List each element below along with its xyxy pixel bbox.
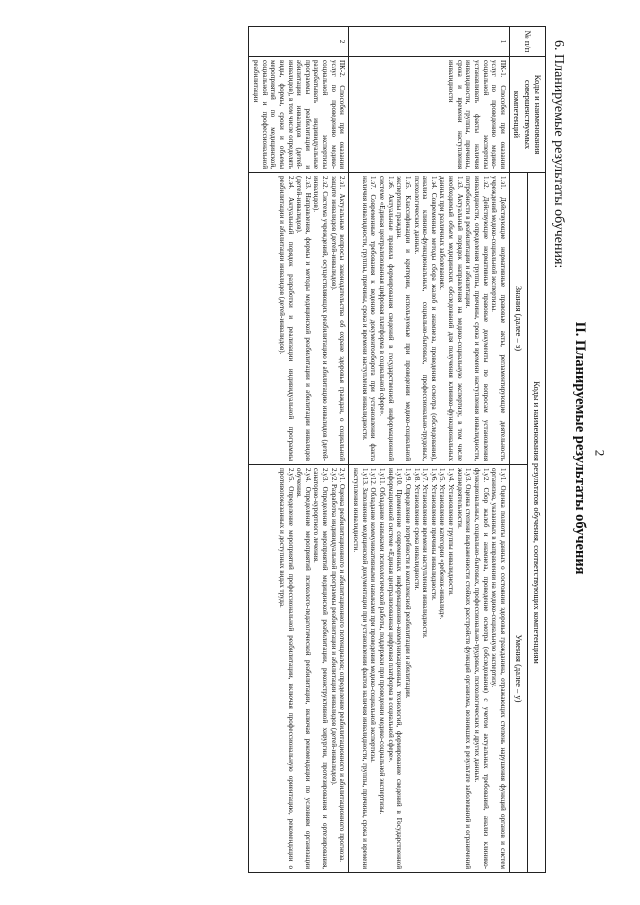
skill-item: 2.у3. Определение мероприятий медицинской реабилитации, реконструктивной хирургии, протезирования и ортезирования, санаторно-курортного лечения. (312, 468, 330, 870)
header-knowledge: Знания (далее – з) (509, 173, 527, 465)
knowledge-item: 2.з1. Актуальные вопросы законодательства об охране здоровья граждан, о социальной защите инвалидов (детей-инвалидов). (329, 176, 347, 461)
skills-cell (349, 465, 510, 873)
page-number: 2 (592, 449, 608, 457)
skill-item: 2.у5. Определение мероприятий профессиональной реабилитации, включая профессиональную ориентацию, рекомендации о противопоказанных и доступных видах труда. (277, 468, 295, 870)
knowledge-item: 2.з3. Направления, формы и методы медицинской реабилитации и абилитации инвалидов (детей-инвалидов). (295, 176, 312, 461)
skill-item: 2.у1. Оценка реабилитационного и абилитационного потенциалов; определение реабилитационного и абилитационного прогноза. (338, 468, 347, 863)
skill-item: 1.у13. Заполнение медицинской документации при установлении фактов наличия инвалидности, группы, причины, срока и времени наступления инвалидности. (352, 468, 369, 870)
knowledge-cell (349, 173, 510, 465)
knowledge-item: 1.з7. Современные требования к ведению документооборота при установлении факта наличия инвалидности, группы, причины, срока и времени наступления инвалидности. (360, 176, 378, 461)
table-row (249, 27, 349, 873)
knowledge-item: 1.з6. Актуальные правила формирования сведений в государственной информационной системе «Единая централизованная цифровая платформа в социальной сфере». (377, 176, 395, 461)
knowledge-item: 2.з4. Актуальный порядок разработки и реализации индивидуальной программы реабилитации и абилитации инвалидов (детей-инвалидов). (277, 176, 295, 461)
competence-text: ПК-1. Способен при оказании услуг по проведению медико-социальной экспертизы устанавливать факты наличия инвалидности, группы, причины, срока и времени наступления инвалидности (447, 60, 507, 169)
skill-item: 1.у5. Установление категории «ребенок-инвалид». (438, 468, 447, 620)
row-num: 2 (249, 27, 349, 57)
competence-cell (349, 57, 510, 173)
skill-item: 2.у4. Определение мероприятий психолого-педагогической реабилитации, включая рекомендации по условиям организации обучения. (295, 468, 312, 870)
header-num: № п/п (509, 27, 545, 57)
skill-item: 1.у11. Обладание навыками психологической работы, поддержки при проведении медико-социальной экспертизы. (377, 468, 386, 815)
competence-text: ПК-2. Способен при оказании услуг по проведению медико-социальной экспертизы разрабатывать индивидуальные программы реабилитации и абилитации инвалидов (детей-инвалидов), в том числе определять виды, формы, сроки и объемы мероприятий по медицинской, социальной и профессиональной реабилитации (251, 60, 347, 169)
knowledge-item: 1.з2. Действующие нормативные правовые документы по вопросам установления инвалидности, определения группы, причины, срока и времени наступления инвалидности, потребности в реабилитации и абилитации. (464, 176, 490, 461)
skill-item: 1.у2. Сбор жалоб и анамнеза, проведение осмотра (обследования) с учетом актуальных требований, анализ клинико-функциональных, социально-бытовых, профессионально-трудовых, психологических и других данных. (473, 468, 490, 870)
skill-item: 1.у10. Применение современных информационно-коммуникационных технологий, формирование сведений в Государственной информационной системе «Единая централизованная цифровая платформа в социальной сфере». (386, 468, 404, 870)
skill-item: 1.у4. Установление группы инвалидности. (447, 468, 456, 596)
rotated-document (60, 18, 590, 878)
row-num: 1 (349, 27, 510, 57)
knowledge-cell (249, 173, 349, 465)
skill-item: 1.у8. Установление срока инвалидности. (412, 468, 421, 591)
skill-item: 1.у7. Установление времени наступления инвалидности. (421, 468, 430, 639)
skill-item: 1.у1. Оценка полноты данных о состоянии здоровья гражданина, отражающих степень нарушения функций органов и систем организма, указанных в направлении на медико-социальную экспертизу. (490, 468, 507, 870)
subsection-title: 6. Планируемые результаты обучения: (551, 40, 566, 269)
header-skills: Умения (далее – у) (509, 465, 527, 873)
skill-item: 1.у3. Оценка степени выраженности стойких расстройств функций организма, возникших в результате заболеваний и ограничений жизнедеятельности. (455, 468, 473, 870)
skill-item: 1.у9. Определение потребности в комплексной реабилитации и абилитации. (403, 468, 412, 699)
skills-cell (249, 465, 349, 873)
knowledge-item: 1.з1. Действующие нормативные правовые акты, регламентирующие деятельность учреждений медико-социальной экспертизы. (490, 176, 507, 461)
header-codes: Коды и наименования совершенствуемых компетенций (509, 57, 545, 173)
skill-item: 1.у12. Обладание коммуникативными навыками при проведении медико-социальной экспертизы. (369, 468, 378, 763)
table-row (349, 27, 510, 873)
competence-cell (249, 57, 349, 173)
learning-outcomes-table (248, 26, 546, 873)
table-header-row (527, 27, 545, 873)
knowledge-item: 1.з4. Современные методы сбора жалоб и анамнеза, проведения осмотра (обследования), анализа клинико-функциональных, социально-бытовых, профессионально-трудовых, психологических данных. (412, 176, 438, 461)
skill-item: 2.у2. Разработка индивидуальной программы реабилитации и абилитации инвалидов (детей-инвалидов). (329, 468, 338, 786)
section-title: II. Планируемые результаты обучения (572, 321, 588, 575)
knowledge-item: 1.з5. Классификации и критерии, используемые при проведении медико-социальной экспертизы граждан. (395, 176, 412, 461)
knowledge-item: 1.з3. Актуальный порядок направления на медико-социальную экспертизу, в том числе необходимый объем медицинских обследований для получения клинико-функциональных данных при различных заболеваниях. (438, 176, 464, 461)
skill-item: 1.у6. Установление причины инвалидности. (429, 468, 438, 601)
knowledge-item: 2.з2. Система учреждений, осуществляющих реабилитацию и абилитацию инвалидов (детей-инвалидов). (312, 176, 330, 461)
header-group: Коды и наименования результатов обучения, соответствующих компетенциям (527, 173, 545, 873)
